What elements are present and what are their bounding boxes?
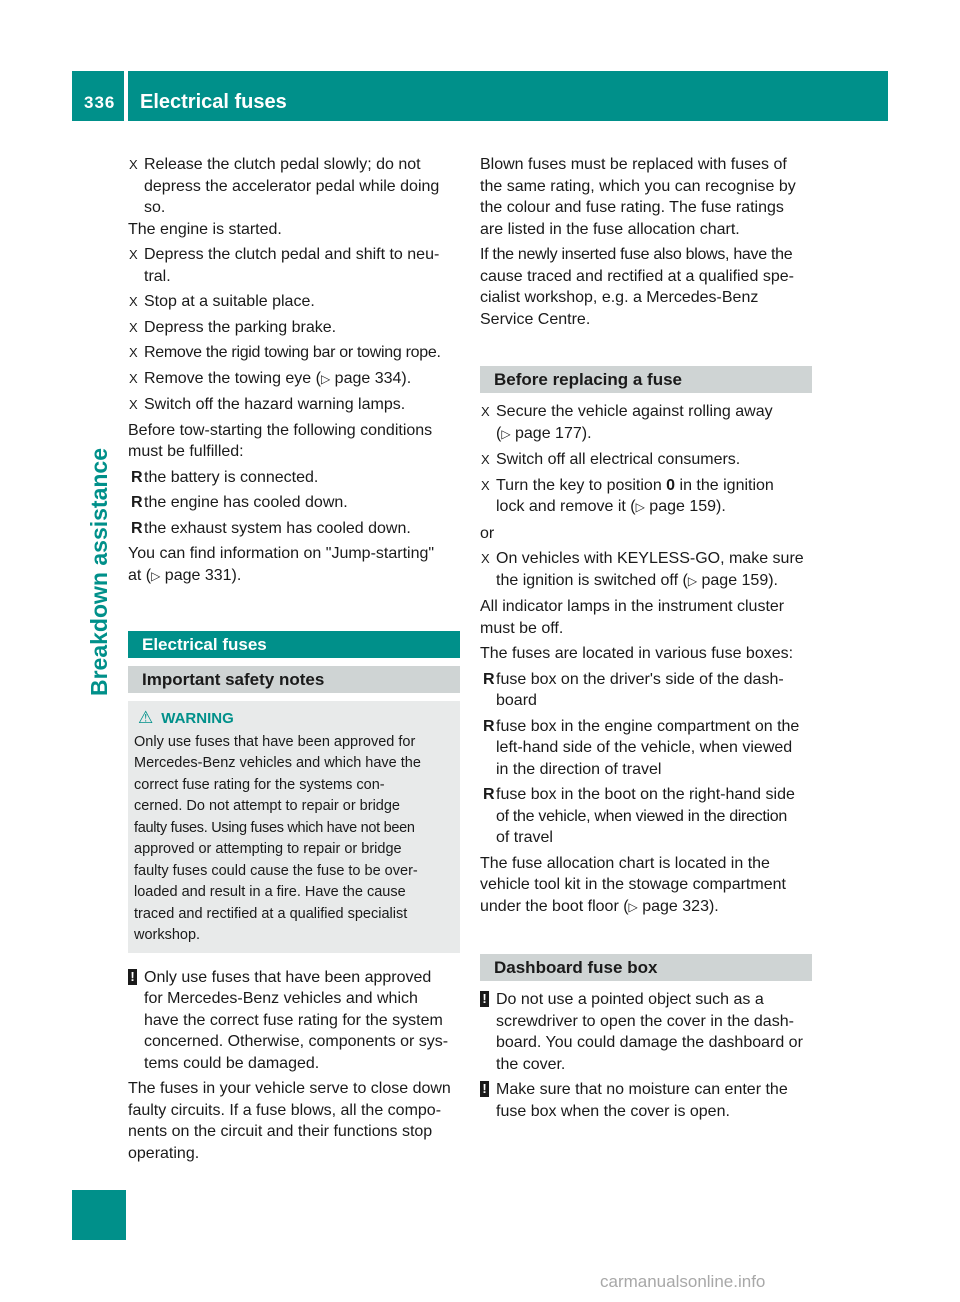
step-arrow-icon: X [129, 247, 138, 262]
step [128, 394, 460, 416]
list-text: fuse box on the driver's side of the dash- [496, 670, 784, 688]
list-text: of the vehicle, when viewed in the direction [496, 807, 787, 825]
text-line: are listed in the fuse allocation chart. [480, 220, 740, 238]
paragraph [480, 154, 812, 240]
warning-text: approved or attempting to repair or bridge [134, 841, 402, 857]
list-item [480, 716, 812, 781]
step-arrow-icon: X [481, 551, 490, 566]
step-text: Switch off the hazard warning lamps. [144, 396, 406, 413]
subsection-heading: Before replacing a fuse [480, 366, 812, 393]
notice-text: for Mercedes-Benz vehicles and which [144, 990, 418, 1007]
step [128, 291, 460, 313]
step-text: depress the accelerator pedal while doing [144, 177, 440, 195]
text-line: faulty circuits. If a fuse blows, all the compo- [128, 1101, 442, 1119]
step-text: tral. [144, 267, 171, 285]
page-ref-icon: ▷ [628, 899, 638, 914]
step-arrow-icon: X [481, 404, 490, 419]
page-ref-icon: ▷ [635, 500, 645, 514]
step-text: in the ignition [675, 476, 774, 494]
paragraph [480, 596, 812, 639]
list-text: fuse box in the engine compartment on the [496, 717, 800, 735]
step-arrow-icon: X [129, 294, 138, 309]
exclamation-icon: ! [480, 1081, 489, 1097]
step-text: so. [144, 199, 166, 216]
step-text: On vehicles with KEYLESS-GO, make sure [496, 550, 804, 567]
exclamation-icon: ! [480, 991, 489, 1007]
notice [480, 1079, 812, 1122]
step-text: Remove the rigid towing bar or towing rope. [144, 344, 441, 361]
right-column [480, 154, 812, 1126]
list-text: board [496, 692, 537, 709]
paragraph [480, 853, 812, 919]
bullet-icon: R [483, 670, 495, 688]
step-arrow-icon: X [129, 397, 138, 412]
text-line: nents on the circuit and their functions stop [128, 1123, 433, 1140]
notice-text: Only use fuses that have been approved [144, 968, 432, 986]
left-column [128, 154, 460, 1168]
warning-text: faulty fuses could cause the fuse to be over- [134, 862, 418, 879]
text-line: vehicle tool kit in the stowage compartment [480, 876, 786, 893]
text-line: The fuses in your vehicle serve to close down [128, 1080, 451, 1097]
list-item [128, 492, 460, 514]
step-arrow-icon: X [129, 157, 138, 172]
list-item [128, 518, 460, 540]
subsection-heading: Important safety notes [128, 666, 460, 693]
step-text: Depress the clutch pedal and shift to neu- [144, 246, 440, 263]
step-text: Release the clutch pedal slowly; do not [144, 156, 421, 173]
notice-text: fuse box when the cover is open. [496, 1102, 730, 1120]
notice-text: board. You could damage the dashboard or [496, 1034, 803, 1051]
step [480, 401, 812, 445]
text-line: operating. [128, 1144, 200, 1162]
warning-text: faulty fuses. Using fuses which have not been [134, 819, 415, 836]
exclamation-icon: ! [128, 969, 137, 985]
warning-text: traced and rectified at a qualified specialist [134, 905, 408, 922]
text-line: cause traced and rectified at a qualified spe- [480, 267, 794, 285]
text-line: must be fulfilled: [128, 443, 244, 460]
warning-text: workshop. [134, 927, 201, 943]
text-line: Service Centre. [480, 310, 591, 328]
warning-text: Only use fuses that have been approved for [134, 733, 416, 750]
page-title: Electrical fuses [140, 91, 287, 113]
text-line: under the boot floor ( [480, 897, 629, 915]
text-line: must be off. [480, 619, 564, 637]
list-text: the battery is connected. [144, 468, 319, 486]
step-text: page 177). [510, 424, 592, 442]
page-ref-icon: ▷ [151, 568, 161, 583]
text-line: If the newly inserted fuse also blows, have the [480, 246, 793, 263]
notice-text: the cover. [496, 1055, 566, 1073]
bullet-icon: R [131, 494, 143, 511]
side-label [86, 446, 116, 696]
notice-text: have the correct fuse rating for the system [144, 1011, 443, 1029]
list-text: the exhaust system has cooled down. [144, 519, 411, 537]
step-text: lock and remove it ( [496, 498, 636, 515]
notice-text: screwdriver to open the cover in the dash- [496, 1012, 794, 1030]
step-text: Remove the towing eye ( [144, 369, 321, 387]
warning-label: WARNING [161, 710, 234, 727]
notice-text: Make sure that no moisture can enter the [496, 1081, 788, 1098]
or-text: or [480, 524, 495, 542]
list-text: the engine has cooled down. [144, 494, 348, 511]
text-line: All indicator lamps in the instrument cluster [480, 598, 785, 615]
step-text: the ignition is switched off ( [496, 571, 688, 589]
text-line: page 323). [637, 897, 719, 915]
warning-text: Mercedes-Benz vehicles and which have the [134, 755, 421, 771]
step-arrow-icon: X [129, 370, 138, 386]
step-position: 0 [666, 476, 676, 494]
text-line: the colour and fuse rating. The fuse ratings [480, 199, 784, 216]
text-line: at ( [128, 566, 152, 584]
step-arrow-icon: X [481, 477, 490, 493]
step-text: page 334). [330, 369, 412, 387]
step-text: Stop at a suitable place. [144, 293, 315, 310]
step [480, 449, 812, 471]
bullet-icon: R [483, 717, 495, 735]
bullet-icon: R [131, 468, 143, 486]
side-tab [72, 1190, 126, 1240]
step [480, 548, 812, 592]
text-line: cialist workshop, e.g. a Mercedes-Benz [480, 289, 759, 306]
list-item [480, 784, 812, 849]
step [480, 475, 812, 519]
notice [480, 989, 812, 1075]
step-text: Depress the parking brake. [144, 318, 337, 336]
bullet-icon: R [483, 786, 495, 803]
list-item [128, 467, 460, 489]
step-text: page 159). [697, 571, 778, 589]
header-divider [124, 71, 128, 121]
paragraph [128, 543, 460, 587]
step [128, 244, 460, 287]
list-text: of travel [496, 829, 553, 846]
list-item [480, 669, 812, 712]
page-number: 336 [84, 93, 116, 112]
step-arrow-icon: X [129, 319, 138, 335]
step [128, 154, 460, 240]
paragraph [480, 244, 812, 330]
step-result: The engine is started. [128, 220, 282, 238]
page-ref-icon: ▷ [501, 426, 511, 441]
page-ref-icon: ▷ [320, 371, 331, 386]
text-line: Blown fuses must be replaced with fuses of [480, 156, 787, 173]
warning-triangle-icon: ⚠ [138, 708, 154, 727]
notice-text: concerned. Otherwise, components or sys- [144, 1033, 449, 1050]
warning-box [128, 701, 460, 953]
paragraph [128, 420, 460, 463]
step [128, 342, 460, 364]
notice [128, 967, 460, 1075]
page-ref-icon: ▷ [687, 573, 698, 588]
section-heading: Electrical fuses [128, 631, 460, 658]
text-line: page 331). [160, 566, 242, 584]
list-text: fuse box in the boot on the right-hand side [496, 786, 795, 803]
warning-text: correct fuse rating for the systems con- [134, 776, 385, 793]
text-line: You can find information on "Jump-starting" [128, 545, 435, 562]
bullet-icon: R [131, 519, 143, 537]
paragraph [128, 1078, 460, 1164]
step-arrow-icon: X [481, 452, 490, 467]
text-line: the same rating, which you can recognise by [480, 177, 796, 195]
list-text: in the direction of travel [496, 760, 662, 778]
paragraph: The fuses are located in various fuse boxes: [480, 645, 794, 662]
warning-text: cerned. Do not attempt to repair or bridge [134, 798, 400, 814]
notice-text: tems could be damaged. [144, 1054, 320, 1072]
step [128, 317, 460, 339]
step-text: Turn the key to position [496, 476, 667, 494]
step-text: Switch off all electrical consumers. [496, 451, 741, 468]
warning-heading [138, 707, 454, 730]
list-text: left-hand side of the vehicle, when viewed [496, 739, 793, 756]
step-text: page 159). [644, 498, 726, 515]
watermark: carmanualsonline.info [600, 1272, 766, 1291]
step-arrow-icon: X [129, 345, 138, 360]
notice-text: Do not use a pointed object such as a [496, 991, 764, 1008]
step [128, 368, 460, 391]
subsection-heading: Dashboard fuse box [480, 954, 812, 981]
text-line: The fuse allocation chart is located in the [480, 854, 770, 872]
step-text: Secure the vehicle against rolling away [496, 403, 773, 420]
side-label-text: Breakdown assistance [86, 447, 112, 696]
text-line: Before tow-starting the following conditions [128, 421, 433, 439]
warning-text: loaded and result in a fire. Have the cause [134, 884, 406, 900]
step-text: ( [496, 424, 502, 442]
